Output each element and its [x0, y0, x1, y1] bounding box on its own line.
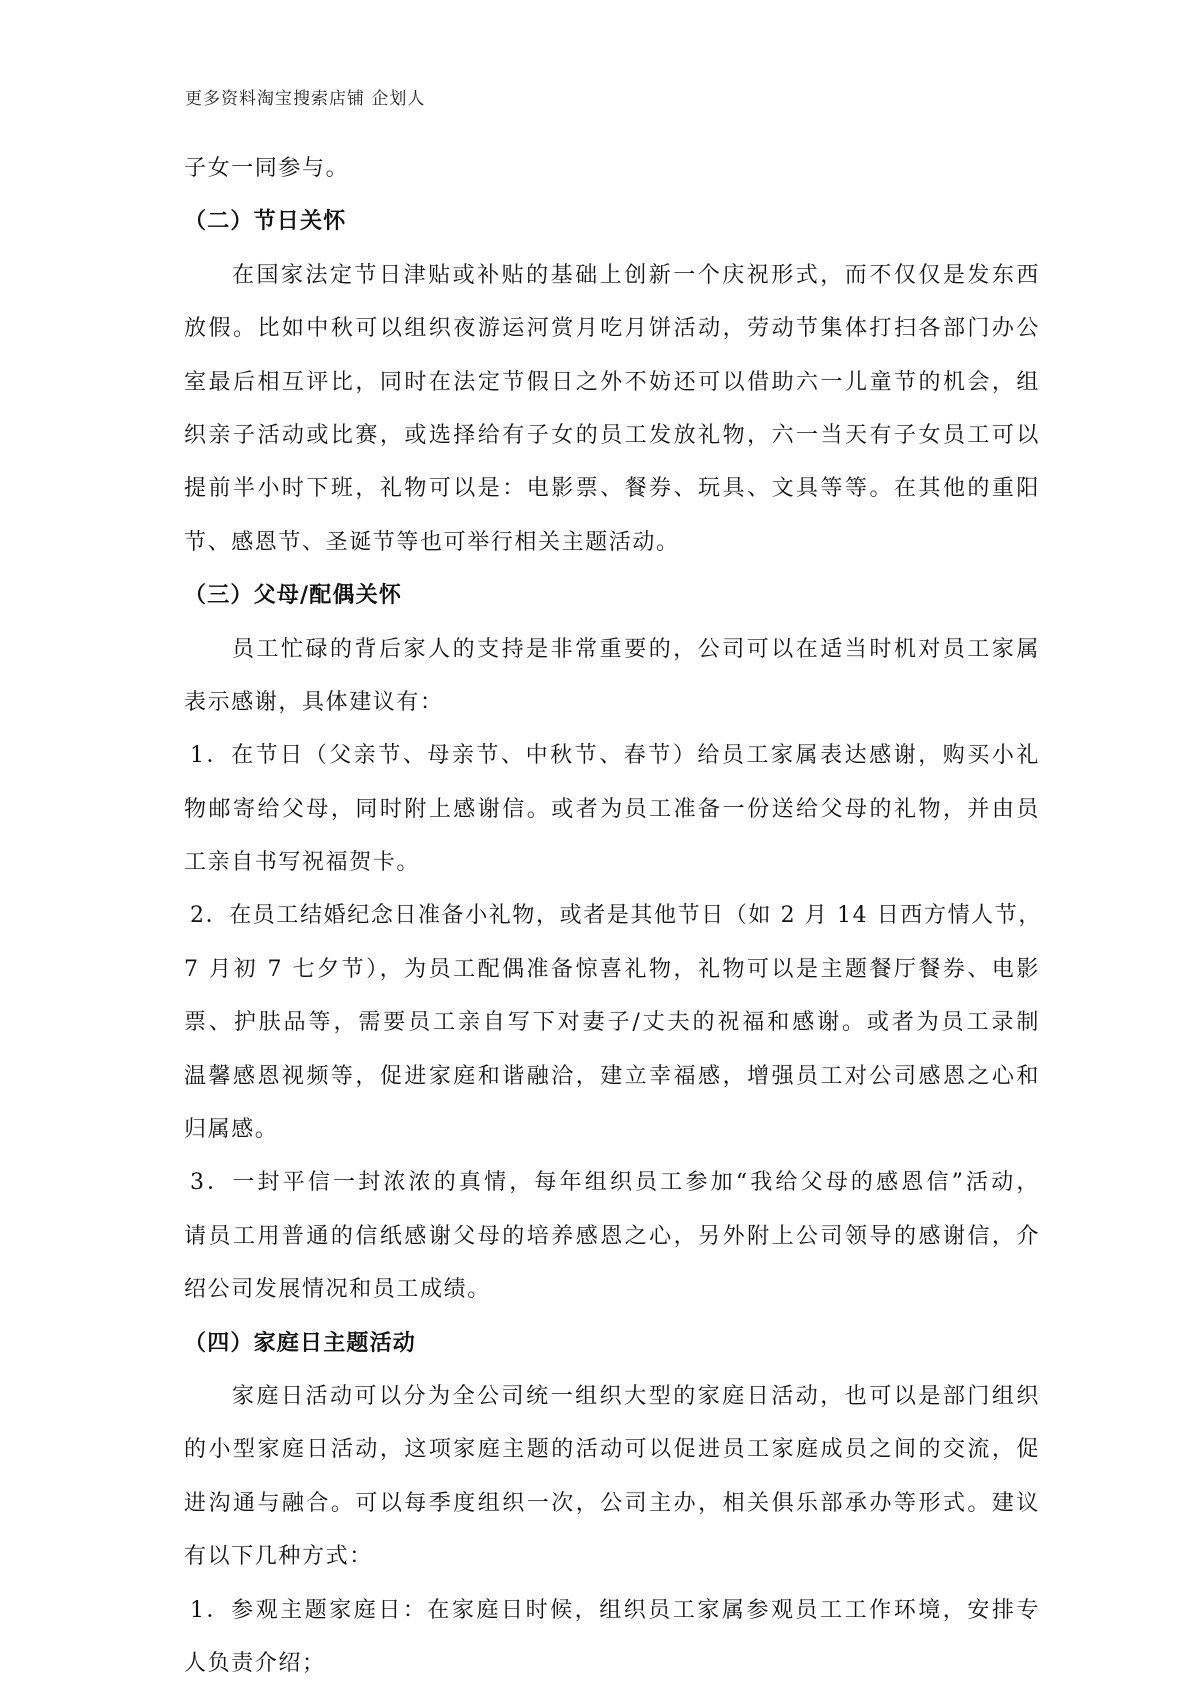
- paragraph-line: 进沟通与融合。可以每季度组织一次，公司主办，相关俱乐部承办等形式。建议: [184, 1490, 1040, 1516]
- paragraph-line: 提前半小时下班，礼物可以是：电影票、餐券、玩具、文具等等。在其他的重阳: [184, 476, 1040, 502]
- paragraph-line: 物邮寄给父母，同时附上感谢信。或者为员工准备一份送给父母的礼物，并由员: [184, 796, 1040, 822]
- paragraph-line: 的小型家庭日活动，这项家庭主题的活动可以促进员工家庭成员之间的交流，促: [184, 1437, 1040, 1463]
- page-header: 更多资料淘宝搜索店铺 企划人: [185, 89, 426, 109]
- paragraph-line: 绍公司发展情况和员工成绩。: [184, 1277, 491, 1303]
- paragraph-first-line: 员工忙碌的背后家人的支持是非常重要的，公司可以在适当时机对员工家属: [232, 636, 1040, 662]
- section-heading: （四）家庭日主题活动: [184, 1329, 417, 1356]
- paragraph-first-line: 在国家法定节日津贴或补贴的基础上创新一个庆祝形式，而不仅仅是发东西: [232, 262, 1040, 288]
- paragraph-line: 票、护肤品等，需要员工亲自写下对妻子/丈夫的祝福和感谢。或者为员工录制: [184, 1010, 1040, 1036]
- paragraph-line: 工亲自书写祝福贺卡。: [184, 850, 421, 876]
- paragraph-line: 温馨感恩视频等，促进家庭和谐融洽，建立幸福感，增强员工对公司感恩之心和: [184, 1063, 1040, 1089]
- paragraph-line: 请员工用普通的信纸感谢父母的培养感恩之心，另外附上公司领导的感谢信，介: [184, 1223, 1040, 1249]
- document-body: [184, 142, 1040, 1690]
- section-heading: （三）父母/配偶关怀: [184, 582, 403, 609]
- list-item-line: 1．在节日（父亲节、母亲节、中秋节、春节）给员工家属表达感谢，购买小礼: [190, 743, 1040, 769]
- paragraph-line: 室最后相互评比，同时在法定节假日之外不妨还可以借助六一儿童节的机会，组: [184, 369, 1040, 395]
- paragraph-line: 表示感谢，具体建议有：: [184, 689, 444, 715]
- list-item-line: 2．在员工结婚纪念日准备小礼物，或者是其他节日（如 2 月 14 日西方情人节，: [190, 903, 1042, 929]
- paragraph-first-line: 家庭日活动可以分为全公司统一组织大型的家庭日活动，也可以是部门组织: [232, 1383, 1040, 1409]
- list-item-line: 1．参观主题家庭日：在家庭日时候，组织员工家属参观员工工作环境，安排专: [190, 1597, 1040, 1623]
- paragraph-line: 归属感。: [184, 1117, 279, 1143]
- paragraph-line: 7 月初 7 七夕节），为员工配偶准备惊喜礼物，礼物可以是主题餐厅餐券、电影: [184, 956, 1040, 982]
- paragraph-line: 子女一同参与。: [184, 156, 350, 181]
- paragraph-line: 织亲子活动或比赛，或选择给有子女的员工发放礼物，六一当天有子女员工可以: [184, 422, 1040, 448]
- paragraph-line: 节、感恩节、圣诞节等也可举行相关主题活动。: [184, 529, 680, 555]
- list-item-line: 3．一封平信一封浓浓的真情，每年组织员工参加“我给父母的感恩信”活动，: [190, 1170, 1040, 1196]
- paragraph-line: 有以下几种方式：: [184, 1544, 373, 1570]
- paragraph-line: 放假。比如中秋可以组织夜游运河赏月吃月饼活动，劳动节集体打扫各部门办公: [184, 316, 1040, 342]
- paragraph-line: 人负责介绍；: [184, 1650, 326, 1676]
- section-heading: （二）节日关怀: [184, 208, 347, 235]
